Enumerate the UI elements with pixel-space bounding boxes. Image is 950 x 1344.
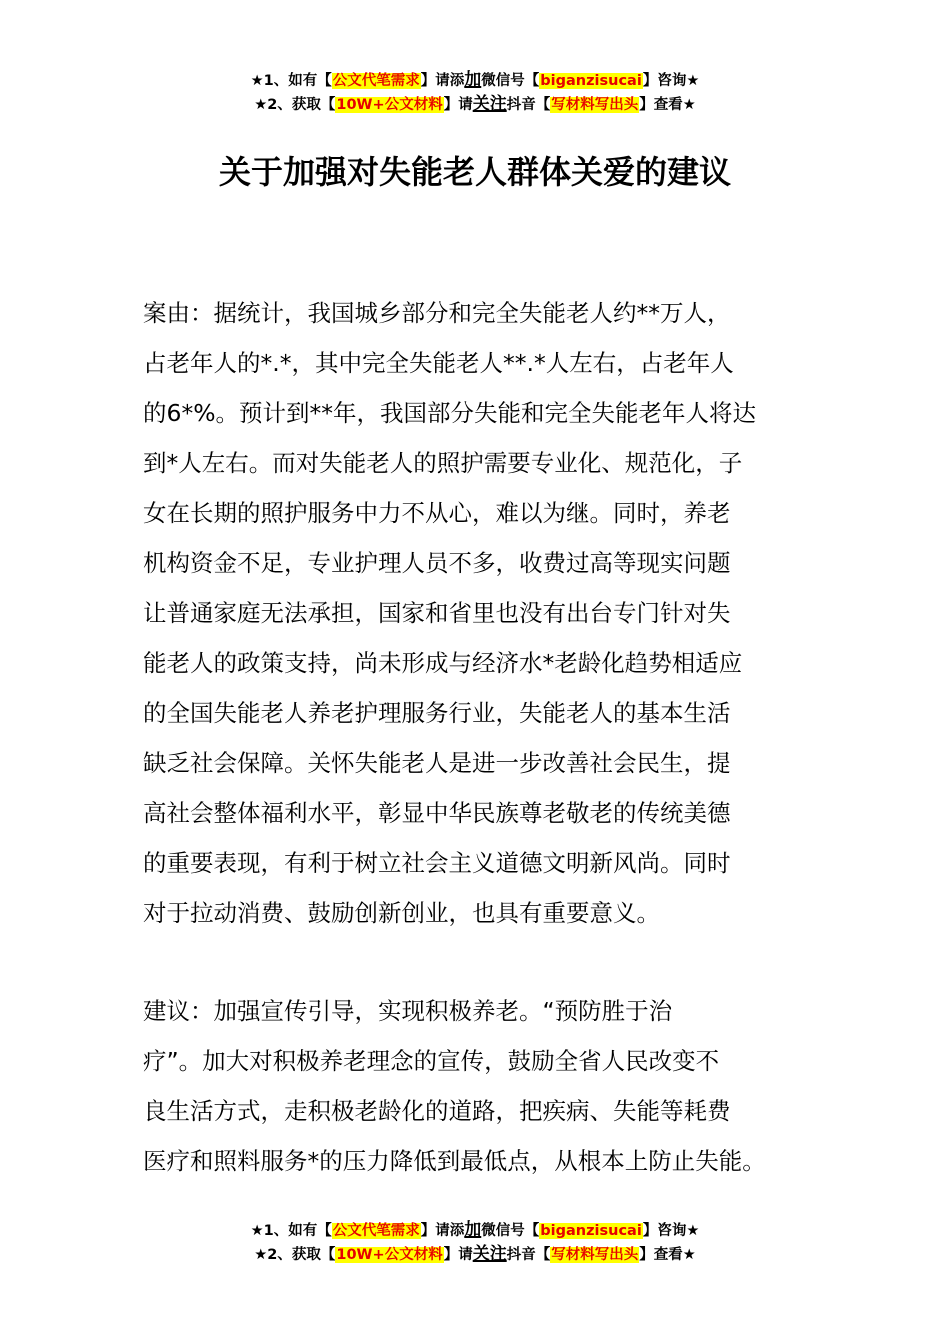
promo-line-2	[0, 1242, 950, 1266]
paragraph-line: 能老人的政策支持，尚未形成与经济水*老龄化趋势相适应	[143, 649, 743, 677]
bottom-promo-banner	[0, 1218, 950, 1266]
paragraph-line: 缺乏社会保障。关怀失能老人是进一步改善社会民生，提	[143, 749, 731, 777]
promo-highlight-wechat: biganzisucai	[540, 1223, 642, 1239]
promo-line-1	[0, 68, 950, 92]
promo-underlined: 加	[464, 1220, 482, 1240]
promo-text: 抖音【	[506, 97, 551, 113]
promo-text: ★2、获取【	[254, 97, 336, 113]
promo-text: 微信号【	[481, 1223, 540, 1239]
promo-highlight: 公文代笔需求	[332, 1223, 420, 1239]
paragraph-line: 高社会整体福利水平，彰显中华民族尊老敬老的传统美德	[143, 799, 731, 827]
document-title: 关于加强对失能老人群体关爱的建议	[218, 153, 731, 191]
promo-line-2	[0, 92, 950, 116]
promo-text: 】请添	[420, 1223, 465, 1239]
paragraph-line: 的全国失能老人养老护理服务行业，失能老人的基本生活	[143, 699, 731, 727]
paragraph-line: 女在长期的照护服务中力不从心，难以为继。同时，养老	[143, 499, 731, 527]
promo-text: ★2、获取【	[254, 1247, 336, 1263]
promo-highlight-douyin: 写材料写出头	[551, 97, 639, 113]
top-promo-banner	[0, 68, 950, 116]
promo-underlined: 关注	[472, 94, 507, 114]
promo-text: ★1、如有【	[250, 1223, 332, 1239]
promo-highlight: 10W+公文材料	[336, 1247, 443, 1263]
promo-highlight-wechat: biganzisucai	[540, 73, 642, 89]
promo-text: 】请	[443, 1247, 473, 1263]
promo-highlight: 10W+公文材料	[336, 97, 443, 113]
paragraph-line: 疗”。加大对积极养老理念的宣传，鼓励全省人民改变不	[143, 1047, 720, 1075]
paragraph-line: 机构资金不足，专业护理人员不多，收费过高等现实问题	[143, 549, 731, 577]
promo-text: 】请	[443, 97, 473, 113]
promo-text: 微信号【	[481, 73, 540, 89]
promo-text: 】咨询★	[642, 73, 700, 89]
promo-text: 抖音【	[506, 1247, 551, 1263]
paragraph-case	[143, 288, 863, 938]
paragraph-line: 占老年人的*.*，其中完全失能老人**.*人左右，占老年人	[143, 349, 734, 377]
promo-underlined: 加	[464, 70, 482, 90]
paragraph-line: 良生活方式，走积极老龄化的道路，把疾病、失能等耗费	[143, 1097, 731, 1125]
promo-text: 】请添	[420, 73, 465, 89]
promo-underlined: 关注	[472, 1244, 507, 1264]
paragraph-line: 的重要表现，有利于树立社会主义道德文明新风尚。同时	[143, 849, 731, 877]
promo-highlight: 公文代笔需求	[332, 73, 420, 89]
paragraph-line: 到*人左右。而对失能老人的照护需要专业化、规范化，子	[143, 449, 743, 477]
paragraph-line: 医疗和照料服务*的压力降低到最低点，从根本上防止失能。	[143, 1147, 766, 1175]
paragraph-line: 对于拉动消费、鼓励创新创业，也具有重要意义。	[143, 899, 660, 927]
promo-highlight-douyin: 写材料写出头	[551, 1247, 639, 1263]
paragraph-line: 建议：加强宣传引导，实现积极养老。“预防胜于治	[143, 997, 673, 1025]
paragraph-line: 的6*%。预计到**年，我国部分失能和完全失能老年人将达	[143, 399, 757, 427]
promo-line-1	[0, 1218, 950, 1242]
promo-text: 】咨询★	[642, 1223, 700, 1239]
promo-text: 】查看★	[639, 97, 696, 113]
paragraph-line: 让普通家庭无法承担，国家和省里也没有出台专门针对失	[143, 599, 731, 627]
promo-text: 】查看★	[639, 1247, 696, 1263]
paragraph-suggestion	[143, 986, 863, 1186]
promo-text: ★1、如有【	[250, 73, 332, 89]
paragraph-line: 案由：据统计，我国城乡部分和完全失能老人约**万人，	[143, 299, 731, 327]
